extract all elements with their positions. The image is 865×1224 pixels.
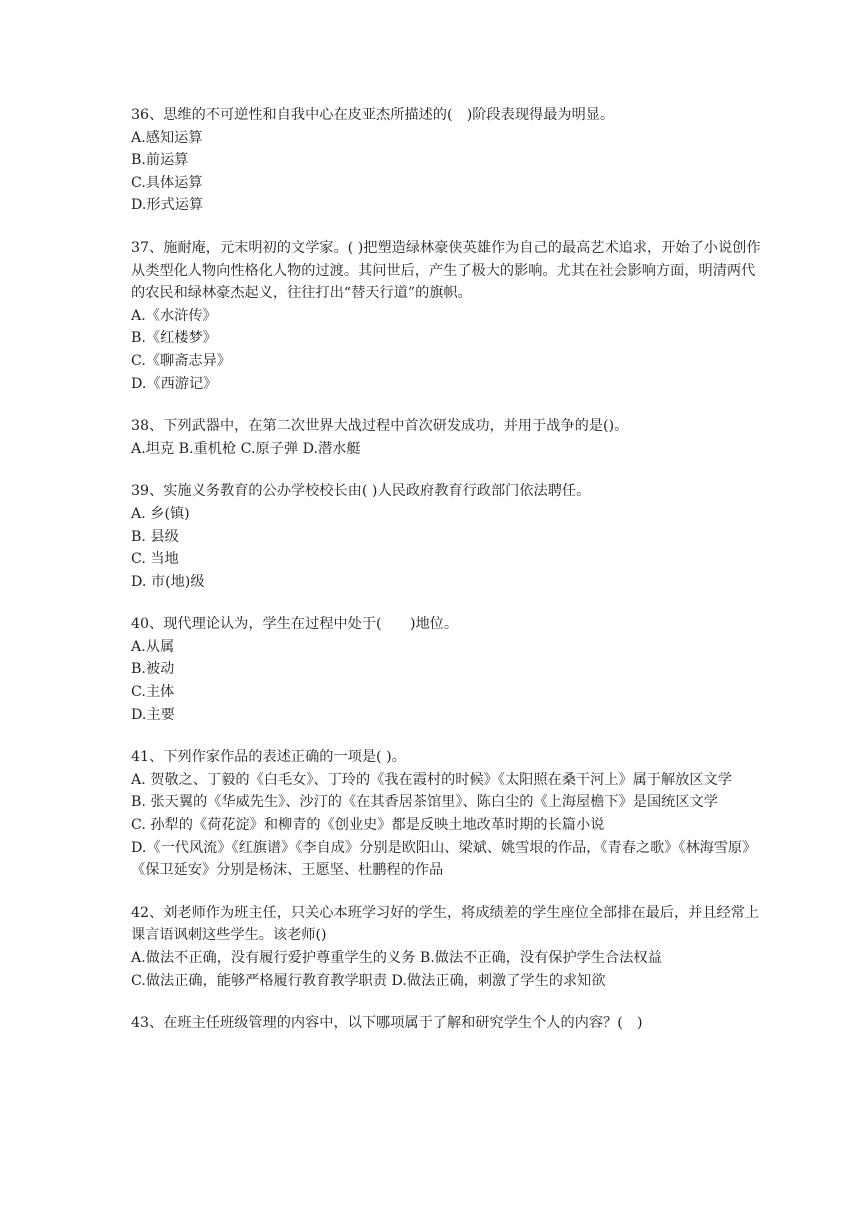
option-b: B.《红楼梦》 xyxy=(131,330,217,347)
question-text: 37、施耐庵，元末明初的文学家。( )把塑造绿林豪侠英雄作为自己的最高艺术追求，开始了小说创作从类型化人物向性格化人物的过渡。其问世后，产生了极大的影响。尤其在社会影响方面，明清两代的农民和绿林豪杰起义，往往打出“替天行道”的旗帜。 xyxy=(131,239,761,302)
option-a: A. 贺敬之、丁毅的《白毛女》、丁玲的《我在霞村的时候》《太阳照在桑干河上》属于解放区文学 xyxy=(131,771,732,788)
question-40 xyxy=(131,613,765,726)
option-c: C. 当地 xyxy=(131,551,179,568)
option-d: D.《一代风流》《红旗谱》《李自成》分别是欧阳山、梁斌、姚雪垠的作品，《青春之歌》《林海雪原》《保卫延安》分别是杨沫、王愿坚、杜鹏程的作品 xyxy=(131,839,757,879)
question-text: 43、在班主任班级管理的内容中，以下哪项属于了解和研究学生个人的内容？( ) xyxy=(131,1015,643,1032)
option-c: C.主体 xyxy=(131,684,175,701)
options-ab: A.做法不正确，没有履行爱护尊重学生的义务 B.做法不正确，没有保护学生合法权益 xyxy=(131,950,662,966)
question-text: 42、刘老师作为班主任，只关心本班学习好的学生，将成绩差的学生座位全部排在最后，并且经常上课言语讽刺这些学生。该老师() xyxy=(131,904,760,944)
option-d: D.《西游记》 xyxy=(131,375,218,392)
option-a: A.从属 xyxy=(131,638,175,655)
option-b: B.被动 xyxy=(131,661,175,678)
question-41 xyxy=(131,746,765,882)
option-d: D.主要 xyxy=(131,706,175,723)
option-a: A.感知运算 xyxy=(131,129,203,146)
question-39 xyxy=(131,480,765,593)
option-c: C.《聊斋志异》 xyxy=(131,352,231,369)
question-38 xyxy=(131,415,765,460)
question-text: 41、下列作家作品的表述正确的一项是( )。 xyxy=(131,749,406,766)
options-inline: A.坦克 B.重机枪 C.原子弹 D.潜水艇 xyxy=(131,440,361,457)
question-36 xyxy=(131,104,765,217)
option-a: A. 乡(镇) xyxy=(131,505,190,522)
question-42 xyxy=(131,902,765,992)
question-43 xyxy=(131,1012,765,1035)
option-a: A.《水浒传》 xyxy=(131,307,217,324)
option-c: C.具体运算 xyxy=(131,174,203,191)
option-d: D.形式运算 xyxy=(131,197,204,214)
question-text: 40、现代理论认为，学生在过程中处于( )地位。 xyxy=(131,616,459,633)
question-text: 36、思维的不可逆性和自我中心在皮亚杰所描述的( )阶段表现得最为明显。 xyxy=(131,107,615,123)
question-text: 38、下列武器中，在第二次世界大战过程中首次研发成功，并用于战争的是()。 xyxy=(131,418,629,435)
option-c: C. 孙犁的《荷花淀》和柳青的《创业史》都是反映土地改革时期的长篇小说 xyxy=(131,817,605,834)
option-d: D. 市(地)级 xyxy=(131,573,205,590)
option-b: B. 县级 xyxy=(131,528,179,545)
option-b: B.前运算 xyxy=(131,152,189,169)
question-37 xyxy=(131,237,765,395)
options-cd: C.做法正确，能够严格履行教育教学职责 D.做法正确，刺激了学生的求知欲 xyxy=(131,972,606,989)
option-b: B. 张天翼的《华威先生》、沙汀的《在其香居茶馆里》、陈白尘的《上海屋檐下》是国统区文学 xyxy=(131,794,718,811)
question-text: 39、实施义务教育的公办学校校长由( )人民政府教育行政部门依法聘任。 xyxy=(131,483,591,500)
